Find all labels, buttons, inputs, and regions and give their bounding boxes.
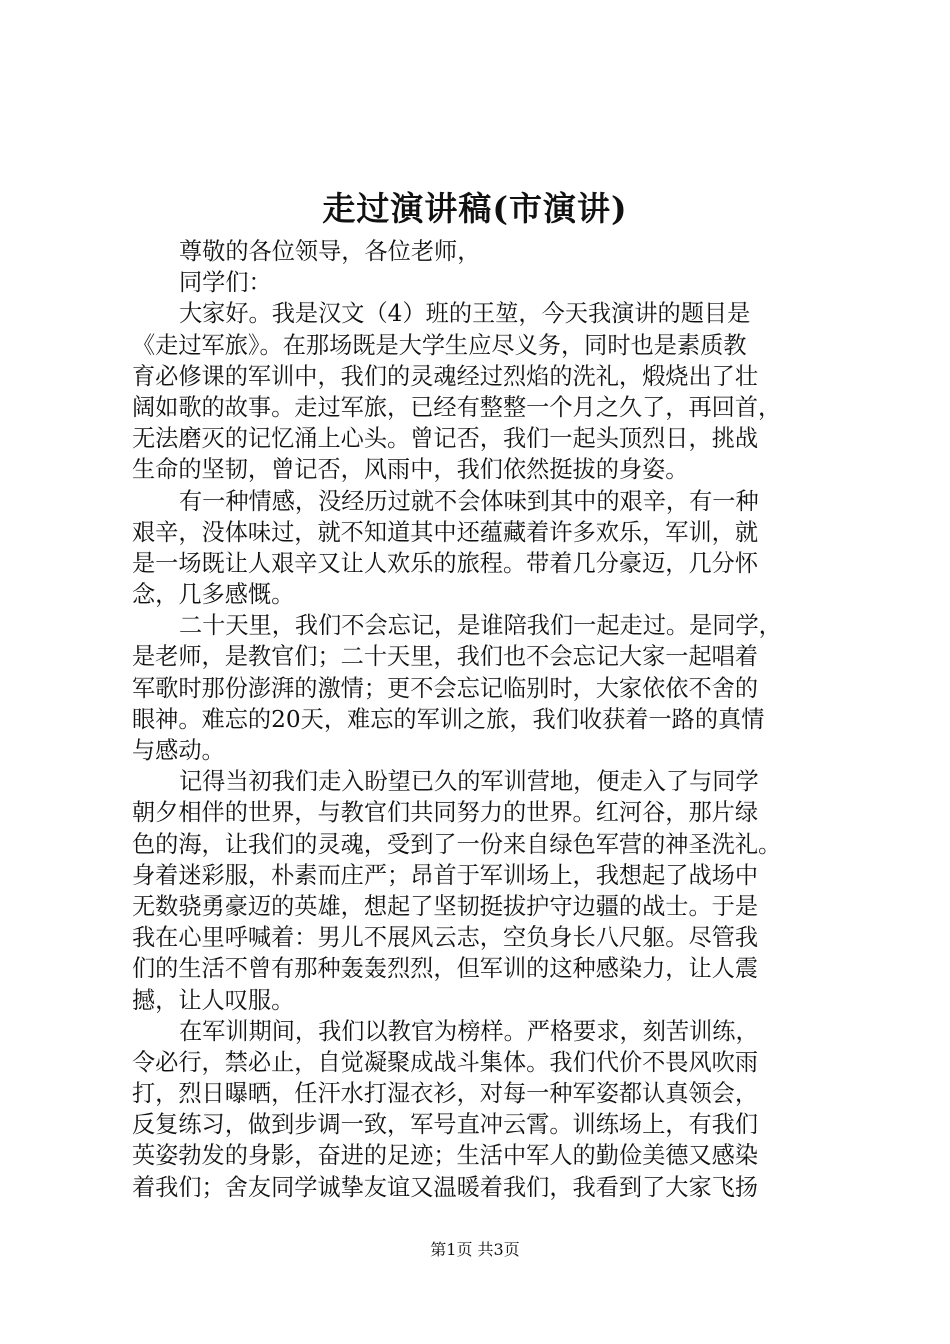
text-line: 军歌时那份澎湃的激情；更不会忘记临别时，大家依依不舍的 [132, 674, 759, 702]
text-line: 英姿勃发的身影，奋进的足迹；生活中军人的勤俭美德又感染 [132, 1142, 759, 1170]
text-line: 朝夕相伴的世界，与教官们共同努力的世界。红河谷，那片绿 [132, 799, 759, 827]
text-line: 们的生活不曾有那种轰轰烈烈，但军训的这种感染力，让人震 [132, 955, 759, 983]
text-line: 《走过军旅》。在那场既是大学生应尽义务，同时也是素质教 [132, 331, 747, 359]
document-body [132, 236, 832, 1203]
text-line: 是一场既让人艰辛又让人欢乐的旅程。带着几分豪迈，几分怀 [132, 549, 759, 577]
text-line: 是老师，是教官们；二十天里，我们也不会忘记大家一起唱着 [132, 643, 759, 671]
text-line: 阔如歌的故事。走过军旅，已经有整整一个月之久了，再回首， [132, 393, 782, 421]
page-footer: 第1页 共3页 [430, 1240, 520, 1259]
text-line: 无数骁勇豪迈的英雄，想起了坚韧挺拔护守边疆的战士。于是 [132, 892, 759, 920]
text-line: 同学们： [179, 269, 272, 297]
text-line: 身着迷彩服，朴素而庄严；昂首于军训场上，我想起了战场中 [132, 861, 759, 889]
text-line: 二十天里，我们不会忘记，是谁陪我们一起走过。是同学， [179, 612, 782, 640]
text-line: 育必修课的军训中，我们的灵魂经过烈焰的洗礼，煅烧出了壮 [132, 362, 759, 390]
text-line: 眼神。难忘的20天，难忘的军训之旅，我们收获着一路的真情 [132, 705, 765, 733]
text-line: 我在心里呼喊着：男儿不展风云志，空负身长八尺躯。尽管我 [132, 924, 759, 952]
text-line: 有一种情感，没经历过就不会体味到其中的艰辛，有一种 [179, 487, 759, 515]
text-line: 大家好。我是汉文（4）班的王堃，今天我演讲的题目是 [179, 300, 751, 328]
text-line: 生命的坚韧，曾记否，风雨中，我们依然挺拔的身姿。 [132, 456, 689, 484]
text-line: 无法磨灭的记忆涌上心头。曾记否，我们一起头顶烈日，挑战 [132, 425, 759, 453]
text-line: 与感动。 [132, 737, 225, 764]
text-line: 艰辛，没体味过，就不知道其中还蕴藏着许多欢乐，军训，就 [132, 518, 759, 546]
document-title: 走过演讲稿(市演讲) [322, 189, 628, 228]
text-line: 在军训期间，我们以教官为榜样。严格要求，刻苦训练， [179, 1017, 759, 1045]
text-line: 打，烈日曝晒，任汗水打湿衣衫，对每一种军姿都认真领会， [132, 1080, 759, 1108]
text-line: 撼，让人叹服。 [132, 986, 295, 1014]
text-line: 色的海，让我们的灵魂，受到了一份来自绿色军营的神圣洗礼。 [132, 830, 782, 858]
text-line: 记得当初我们走入盼望已久的军训营地，便走入了与同学 [179, 768, 759, 796]
text-line: 念，几多感慨。 [132, 581, 295, 609]
text-line: 令必行，禁必止，自觉凝聚成战斗集体。我们代价不畏风吹雨 [132, 1048, 759, 1076]
text-line: 尊敬的各位领导，各位老师， [179, 238, 481, 265]
text-line: 反复练习，做到步调一致，军号直冲云霄。训练场上，有我们 [132, 1111, 759, 1139]
text-line: 着我们；舍友同学诚挚友谊又温暖着我们，我看到了大家飞扬 [132, 1173, 759, 1201]
